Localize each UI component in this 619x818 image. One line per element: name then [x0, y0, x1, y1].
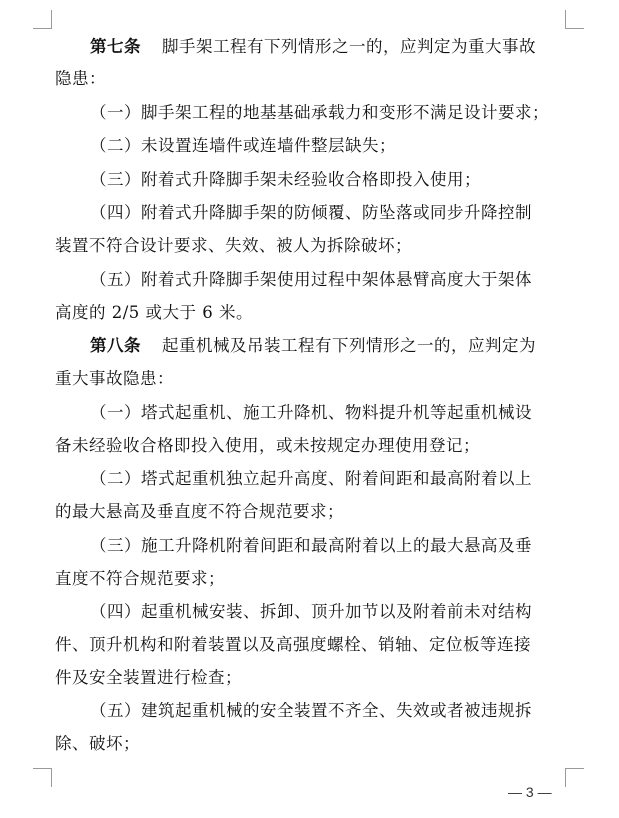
article-8-item-2-line-2: 的最大悬高及垂直度不符合规范要求； — [55, 502, 344, 521]
article-7-heading: 第七条 — [90, 37, 141, 56]
corner-mark-bottom-left — [33, 768, 52, 787]
article-8-item-3-line-1: （三）施工升降机附着间距和最高附着以上的最大悬高及垂 — [90, 536, 532, 555]
article-8-item-1-line-1: （一）塔式起重机、施工升降机、物料提升机等起重机械设 — [90, 403, 532, 422]
article-8-heading: 第八条 — [90, 336, 141, 355]
article-7-intro-line-2: 隐患： — [55, 69, 106, 88]
article-8-item-4-line-2: 件、顶升机构和附着装置以及高强度螺栓、销轴、定位板等连接 — [55, 635, 531, 654]
article-8-item-4-line-1: （四）起重机械安装、拆卸、顶升加节以及附着前未对结构 — [90, 602, 532, 621]
article-7-item-2: （二）未设置连墙件或连墙件整层缺失； — [90, 136, 396, 155]
article-8-item-4-line-3: 件及安全装置进行检查； — [55, 668, 242, 687]
article-7-item-5-line-1: （五）附着式升降脚手架使用过程中架体悬臂高度大于架体 — [90, 270, 532, 289]
article-7-item-5-line-2: 高度的 2/5 或大于 6 米。 — [55, 303, 254, 322]
article-8-item-3-line-2: 直度不符合规范要求； — [55, 569, 225, 588]
article-8-item-2-line-1: （二）塔式起重机独立起升高度、附着间距和最高附着以上 — [90, 469, 532, 488]
corner-mark-bottom-right — [565, 768, 584, 787]
page-number: — 3 — — [508, 784, 552, 800]
article-8-item-5-line-2: 除、破坏； — [55, 734, 140, 753]
corner-mark-top-left — [33, 10, 52, 29]
article-7-item-1: （一）脚手架工程的地基基础承载力和变形不满足设计要求； — [90, 103, 549, 122]
article-7-item-4-line-1: （四）附着式升降脚手架的防倾覆、防坠落或同步升降控制 — [90, 203, 532, 222]
article-7-item-4-line-2: 装置不符合设计要求、失效、被人为拆除破坏； — [55, 236, 412, 255]
article-8-item-5-line-1: （五）建筑起重机械的安全装置不齐全、失效或者被违规拆 — [90, 701, 532, 720]
article-8-intro-line-2: 重大事故隐患： — [55, 369, 174, 388]
article-7-intro-line-1: 脚手架工程有下列情形之一的，应判定为重大事故 — [162, 37, 536, 56]
article-8-item-1-line-2: 备未经验收合格即投入使用，或未按规定办理使用登记； — [55, 436, 480, 455]
corner-mark-top-right — [565, 10, 584, 29]
article-8-intro-line-1: 起重机械及吊装工程有下列情形之一的，应判定为 — [162, 336, 536, 355]
article-7-item-3: （三）附着式升降脚手架未经验收合格即投入使用； — [90, 170, 481, 189]
